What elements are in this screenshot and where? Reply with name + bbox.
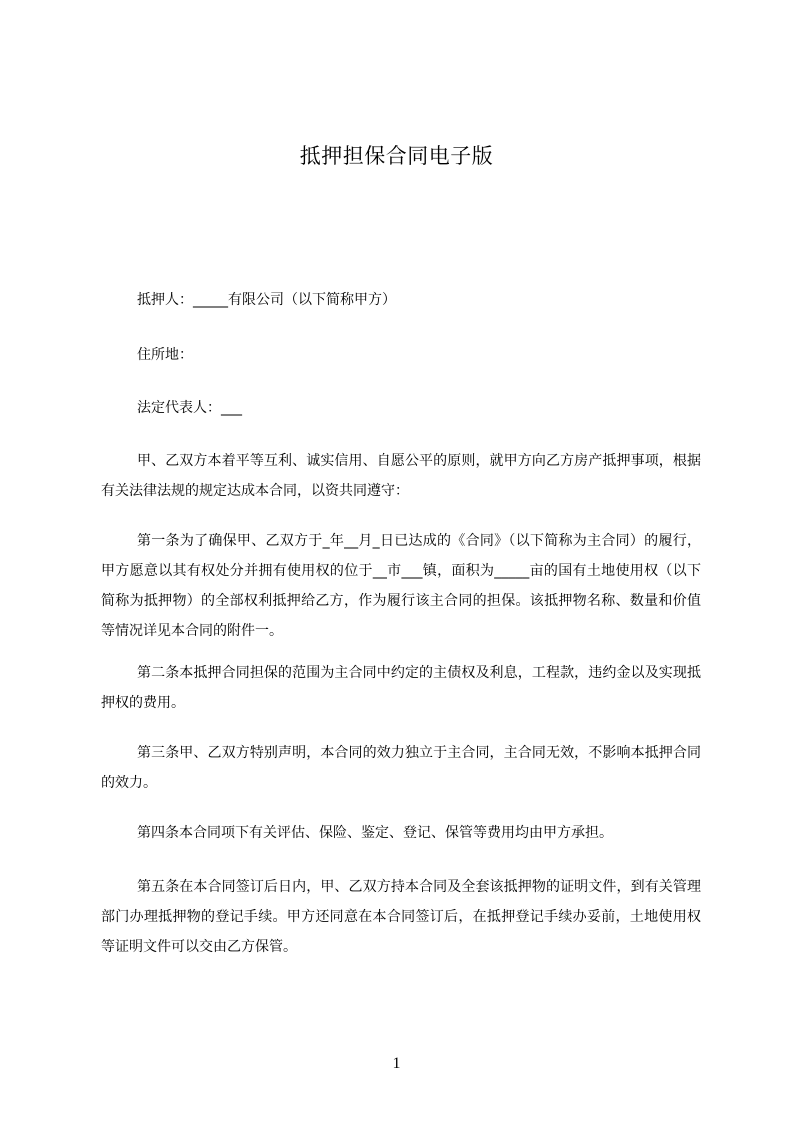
mortgagor-line: 抵押人：_____有限公司（以下简称甲方） — [137, 292, 396, 308]
article-3-paragraph: 第三条甲、乙双方特别声明，本合同的效力独立于主合同，主合同无效，不影响本抵押合同的效力。 — [101, 745, 701, 791]
article-4-paragraph: 第四条本合同项下有关评估、保险、鉴定、登记、保管等费用均由甲方承担。 — [137, 825, 613, 841]
address-line: 住所地： — [137, 347, 193, 363]
article-5-paragraph: 第五条在本合同签订后日内，甲、乙双方持本合同及全套该抵押物的证明文件，到有关管理部门办理抵押物的登记手续。甲方还同意在本合同签订后，在抵押登记手续办妥前，土地使用权等证明文件可以交由乙方保管。 — [101, 879, 701, 955]
page-number: 1 — [392, 1055, 401, 1072]
article-1-paragraph: 第一条为了确保甲、乙双方于_年__月_日已达成的《合同》（以下简称为主合同）的履行，甲方愿意以其有权处分并拥有使用权的位于__市___镇，面积为_____亩的国有土地使用权（以下简称为抵押物）的全部权利抵押给乙方，作为履行该主合同的担保。该抵押物名称、数量和价值等情况详见本合同的附件一。 — [101, 533, 701, 639]
preamble-paragraph: 甲、乙双方本着平等互利、诚实信用、自愿公平的原则，就甲方向乙方房产抵押事项，根据有关法律法规的规定达成本合同，以资共同遵守： — [101, 453, 701, 499]
document-title: 抵押担保合同电子版 — [299, 144, 494, 168]
article-2-paragraph: 第二条本抵押合同担保的范围为主合同中约定的主债权及利息，工程款，违约金以及实现抵押权的费用。 — [101, 665, 701, 711]
legal-representative-line: 法定代表人：___ — [137, 400, 242, 416]
